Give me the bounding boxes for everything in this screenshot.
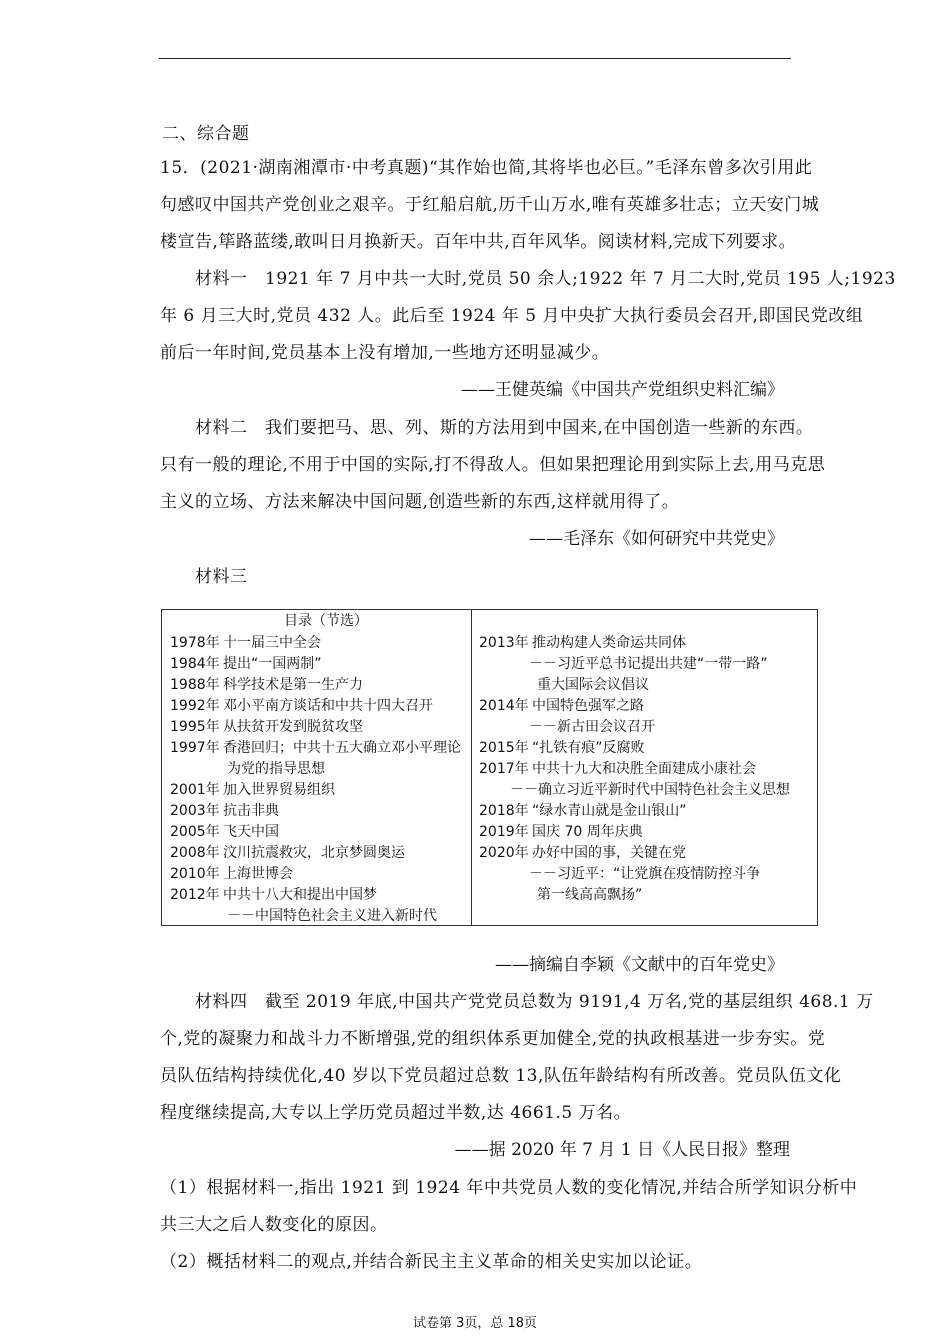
material4-source: ——据 2020 年 7 月 1 日《人民日报》整理 bbox=[454, 1140, 790, 1160]
table-row: 1997年 香港回归；中共十五大确立邓小平理论 bbox=[170, 740, 461, 756]
table-row: 2017年 中共十九大和决胜全面建成小康社会 bbox=[479, 761, 756, 777]
material2-source: ——毛泽东《如何研究中共党史》 bbox=[529, 529, 784, 549]
material2-line-2: 只有一般的理论,不用于中国的实际,打不得敌人。但如果把理论用到实际上去,用马克思 bbox=[160, 455, 826, 475]
table-row: 2012年 中共十八大和提出中国梦 bbox=[170, 887, 377, 903]
material1-line-2: 年 6 月三大时,党员 432 人。此后至 1924 年 5 月中央扩大执行委员会召开,即国民党改组 bbox=[160, 306, 864, 326]
table-row: －－习近平总书记提出共建“一带一路” bbox=[529, 656, 768, 672]
question-line-3: 楼宣告,筚路蓝缕,敢叫日月换新天。百年中共,百年风华。阅读材料,完成下列要求。 bbox=[160, 232, 797, 252]
q2-line-1: （2）概括材料二的观点,并结合新民主主义革命的相关史实加以论证。 bbox=[160, 1252, 703, 1272]
table-row: 2019年 国庆 70 周年庆典 bbox=[479, 824, 643, 840]
table-row: 重大国际会议倡议 bbox=[537, 677, 649, 693]
question-line-1: 15．(2021·湖南湘潭市·中考真题)“其作始也简,其将毕也必巨。”毛泽东曾多次引用此 bbox=[160, 158, 813, 178]
table-row: 2015年 “扎铁有痕”反腐败 bbox=[479, 740, 645, 756]
material4-line-2: 个,党的凝聚力和战斗力不断增强,党的组织体系更加健全,党的执政根基进一步夯实。党 bbox=[160, 1029, 826, 1049]
table-row: 2020年 办好中国的事，关键在党 bbox=[479, 845, 686, 861]
table-row: －－确立习近平新时代中国特色社会主义思想 bbox=[510, 782, 790, 798]
table-row: －－中国特色社会主义进入新时代 bbox=[227, 908, 437, 924]
table-row: 2001年 加入世界贸易组织 bbox=[170, 782, 335, 798]
table-row: 2008年 汶川抗震救灾，北京梦圆奥运 bbox=[170, 845, 405, 861]
material1-line-1: 材料一 1921 年 7 月中共一大时,党员 50 余人;1922 年 7 月二大时,党员 195 人;1923 bbox=[195, 269, 896, 289]
table-row: 2018年 “绿水青山就是金山银山” bbox=[479, 803, 687, 819]
question-line-2: 句感叹中国共产党创业之艰辛。于红船启航,历千山万水,唯有英雄多壮志；立天安门城 bbox=[160, 195, 820, 215]
material4-line-3: 员队伍结构持续优化,40 岁以下党员超过总数 13,队伍年龄结构有所改善。党员队伍文化 bbox=[160, 1066, 842, 1086]
material3-source: ——摘编自李颖《文献中的百年党史》 bbox=[495, 955, 784, 975]
q1-line-1: （1）根据材料一,指出 1921 到 1924 年中共党员人数的变化情况,并结合所学知识分析中 bbox=[160, 1178, 858, 1198]
section-title: 二、综合题 bbox=[162, 124, 250, 144]
table-divider bbox=[471, 610, 472, 925]
material1-line-3: 前后一年时间,党员基本上没有增加,一些地方还明显减少。 bbox=[160, 343, 610, 363]
table-row: 1995年 从扶贫开发到脱贫攻坚 bbox=[170, 719, 363, 735]
material4-line-1: 材料四 截至 2019 年底,中国共产党党员总数为 9191,4 万名,党的基层组织 468.1 万 bbox=[195, 992, 874, 1012]
material4-line-4: 程度继续提高,大专以上学历党员超过半数,达 4661.5 万名。 bbox=[160, 1103, 632, 1123]
q1-line-2: 共三大之后人数变化的原因。 bbox=[160, 1215, 388, 1235]
table-row: 为党的指导思想 bbox=[227, 761, 325, 777]
table-row: 1992年 邓小平南方谈话和中共十四大召开 bbox=[170, 698, 433, 714]
contents-table bbox=[161, 609, 818, 926]
table-row: 1984年 提出“一国两制” bbox=[170, 656, 322, 672]
table-left-column bbox=[170, 633, 461, 927]
table-row: －－新古田会议召开 bbox=[529, 719, 655, 735]
table-row: 2005年 飞天中国 bbox=[170, 824, 279, 840]
header-rule bbox=[159, 58, 791, 59]
table-right-column bbox=[479, 633, 790, 906]
table-row: 1988年 科学技术是第一生产力 bbox=[170, 677, 363, 693]
table-row: 1978年 十一届三中全会 bbox=[170, 635, 321, 651]
table-row: 2014年 中国特色强军之路 bbox=[479, 698, 644, 714]
table-row: 2010年 上海世博会 bbox=[170, 866, 293, 882]
material2-line-1: 材料二 我们要把马、思、列、斯的方法用到中国来,在中国创造一些新的东西。 bbox=[195, 418, 814, 438]
table-row: －－习近平：“让党旗在疫情防控斗争 bbox=[529, 866, 761, 882]
material2-line-3: 主义的立场、方法来解决中国问题,创造些新的东西,这样就用得了。 bbox=[160, 492, 680, 512]
material1-source: ——王健英编《中国共产党组织史料汇编》 bbox=[461, 380, 784, 400]
table-row: 第一线高高飘扬” bbox=[537, 887, 643, 903]
table-row: 2013年 推动构建人类命运共同体 bbox=[479, 635, 686, 651]
page-footer: 试卷第 3页，总 18页 bbox=[412, 1316, 538, 1331]
material3-label: 材料三 bbox=[195, 567, 248, 587]
table-title: 目录（节选） bbox=[284, 613, 368, 629]
table-row: 2003年 抗击非典 bbox=[170, 803, 279, 819]
